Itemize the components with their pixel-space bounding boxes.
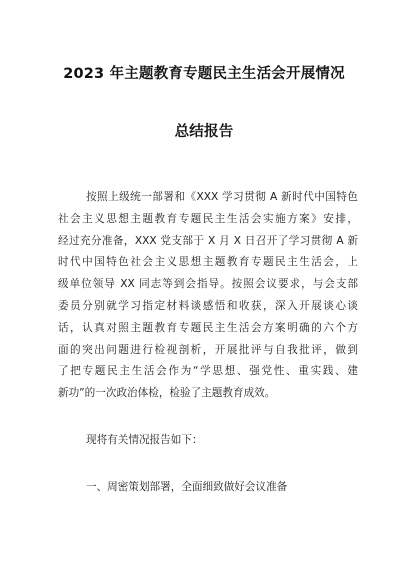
paragraph-line: 了把专题民主生活会作为“学思想、强党性、重实践、建 bbox=[58, 365, 358, 378]
document-title-line-1: 2023 年主题教育专题民主生活会开展情况 bbox=[63, 66, 345, 82]
body-paragraph-2: 现将有关情况报告如下： bbox=[86, 434, 203, 446]
paragraph-line: 社会主义思想主题教育专题民主生活会实施方案》安排， bbox=[58, 212, 358, 225]
section-heading-1: 一、周密策划部署，全面细致做好会议准备 bbox=[86, 481, 288, 493]
document-title-line-2: 总结报告 bbox=[174, 124, 234, 140]
body-paragraph-1 bbox=[58, 187, 358, 405]
paragraph-line: 话，认真对照主题教育专题民主生活会方案明确的六个方 bbox=[58, 321, 358, 334]
paragraph-line: 按照上级统一部署和《XXX 学习贯彻 A 新时代中国特色 bbox=[86, 191, 358, 203]
paragraph-line: 时代中国特色社会主义思想主题教育专题民主生活会，上 bbox=[58, 256, 358, 269]
paragraph-line: 面的突出问题进行检视剖析，开展批评与自我批评，做到 bbox=[58, 343, 358, 356]
paragraph-line: 委员分别就学习指定材料谈感悟和收获，深入开展谈心谈 bbox=[58, 299, 358, 312]
paragraph-line: 新功”的一次政治体检，检验了主题教育成效。 bbox=[58, 387, 276, 400]
paragraph-line: 级单位领导 XX 同志等到会指导。按照会议要求，与会支部 bbox=[58, 278, 358, 291]
paragraph-line: 经过充分准备，XXX 党支部于 X 月 X 日召开了学习贯彻 A 新 bbox=[58, 234, 358, 247]
